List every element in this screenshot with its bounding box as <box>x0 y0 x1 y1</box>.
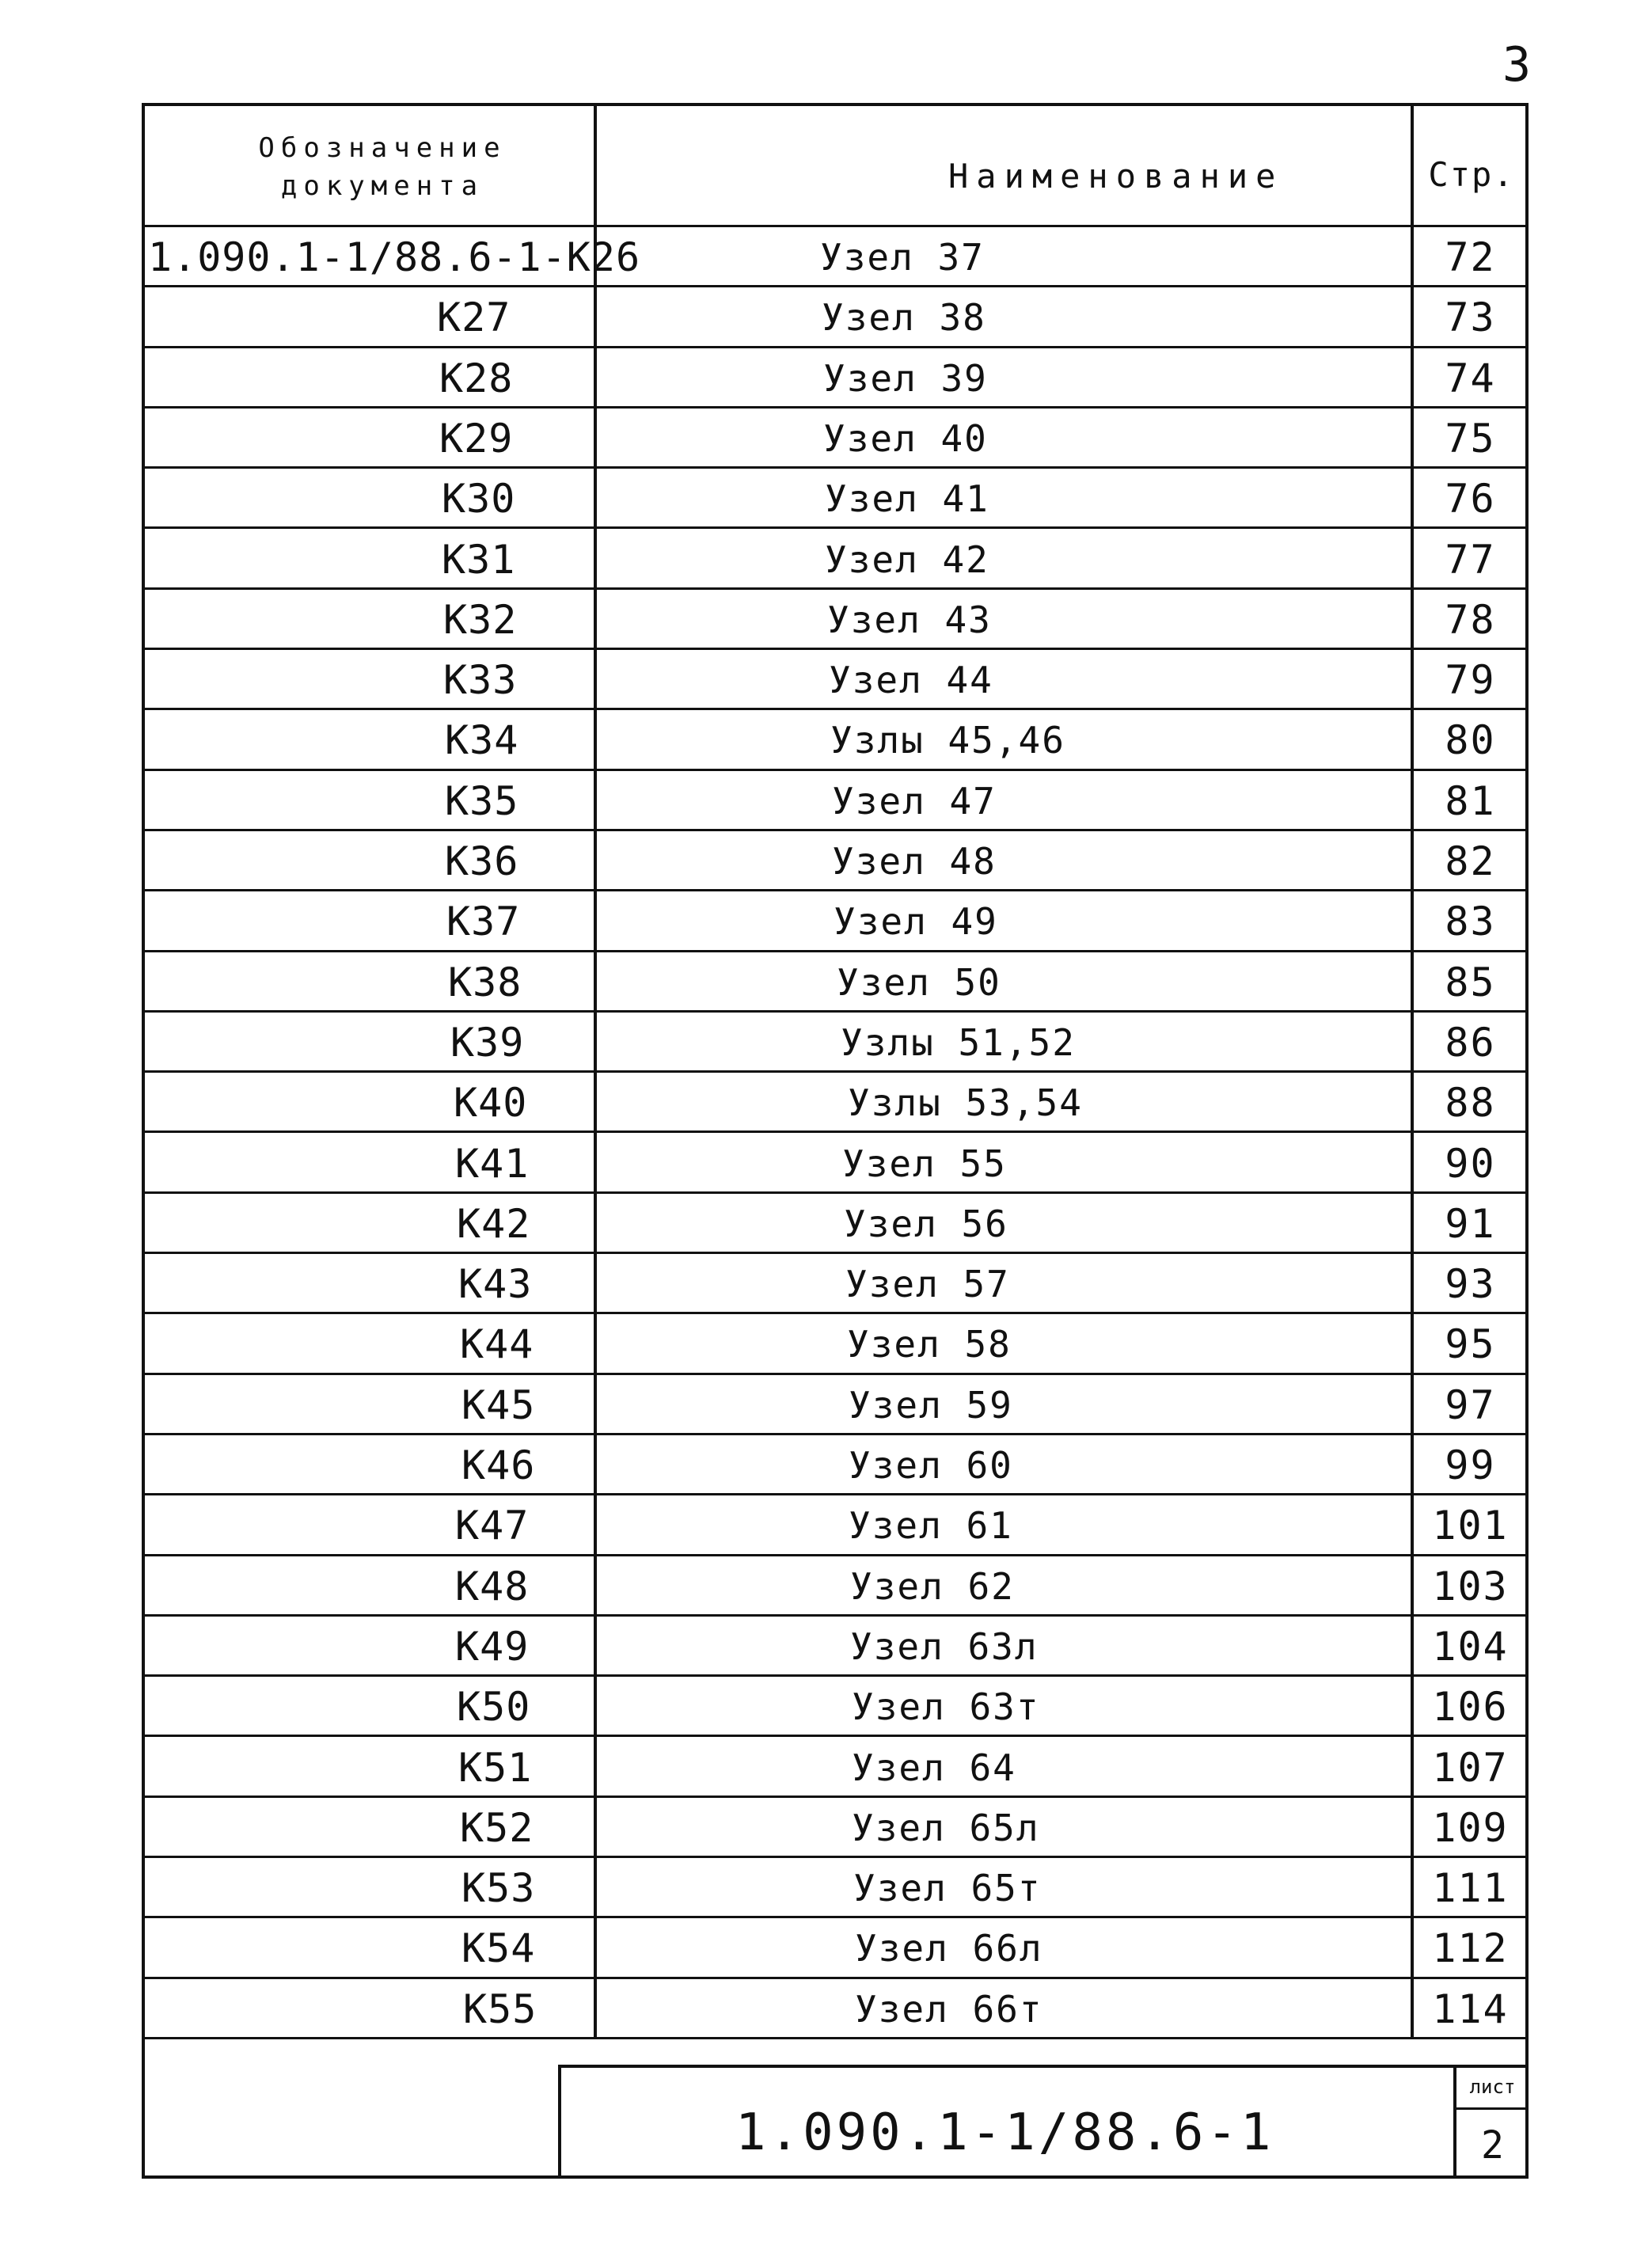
row-page: 80 <box>1445 717 1496 764</box>
header-name: Наименование <box>948 157 1284 196</box>
row-code: К47 <box>455 1503 530 1549</box>
title-block-sheet-label: лист <box>1469 2076 1516 2098</box>
row-name: Узел 44 <box>829 659 993 702</box>
row-name: Узел 66т <box>855 1987 1043 2031</box>
row-page: 111 <box>1432 1865 1509 1912</box>
row-code: К36 <box>445 838 519 884</box>
table-row <box>145 830 1529 891</box>
row-page: 75 <box>1445 415 1496 462</box>
row-code: К34 <box>445 717 519 764</box>
row-page: 103 <box>1432 1563 1509 1609</box>
table-row <box>145 1313 1529 1374</box>
row-code: К38 <box>448 959 522 1005</box>
title-block-sheet-divider <box>1456 2107 1529 2110</box>
row-code: К43 <box>458 1261 533 1308</box>
table-row <box>145 1193 1529 1253</box>
row-name: Узел 63л <box>850 1624 1039 1668</box>
table-row <box>145 649 1529 709</box>
row-name: Узлы 51,52 <box>841 1020 1076 1064</box>
row-code: К31 <box>442 536 516 583</box>
row-page: 77 <box>1445 536 1496 583</box>
row-name: Узел 41 <box>825 477 989 521</box>
row-page: 95 <box>1445 1321 1496 1368</box>
row-name: Узел 64 <box>852 1746 1016 1789</box>
header-code-line2: документа <box>280 170 484 202</box>
row-page: 106 <box>1432 1684 1509 1731</box>
table-row <box>145 287 1529 347</box>
row-page: 93 <box>1445 1261 1496 1308</box>
table-row <box>145 1434 1529 1495</box>
row-name: Узел 66л <box>855 1927 1043 1970</box>
row-page: 112 <box>1432 1925 1509 1972</box>
row-page: 85 <box>1445 959 1496 1005</box>
row-name: Узел 47 <box>832 779 997 823</box>
row-name: Узел 58 <box>847 1323 1012 1366</box>
table-row <box>145 1978 1529 2039</box>
row-name: Узел 62 <box>850 1564 1015 1608</box>
row-name: Узел 57 <box>845 1263 1010 1306</box>
row-page: 73 <box>1445 294 1496 341</box>
row-code: К53 <box>461 1865 536 1912</box>
row-code: 1.090.1-1/88.6-1-К26 <box>148 234 641 280</box>
row-name: Узел 40 <box>823 416 988 460</box>
table-row <box>145 1253 1529 1313</box>
title-block-sheet-box <box>1453 2068 1529 2179</box>
row-code: К35 <box>445 777 519 824</box>
table-row <box>145 1737 1529 1797</box>
row-name: Узлы 53,54 <box>848 1081 1083 1125</box>
table-row <box>145 952 1529 1012</box>
row-divider <box>145 2037 1529 2039</box>
row-code: К48 <box>455 1563 530 1609</box>
row-code: К30 <box>442 476 516 522</box>
table-row <box>145 1556 1529 1616</box>
row-code: К37 <box>446 899 521 945</box>
row-page: 79 <box>1445 657 1496 704</box>
row-code: К50 <box>457 1684 531 1731</box>
row-name: Узел 60 <box>849 1444 1013 1487</box>
table-row <box>145 589 1529 649</box>
row-name: Узел 55 <box>842 1142 1007 1185</box>
title-block <box>558 2065 1529 2179</box>
row-name: Узел 65т <box>853 1867 1042 1910</box>
header-code-line1: Обозначение <box>258 132 507 164</box>
header-page: Стр. <box>1428 155 1515 194</box>
row-page: 88 <box>1445 1080 1496 1127</box>
row-page: 72 <box>1445 234 1496 280</box>
row-page: 83 <box>1445 899 1496 945</box>
row-page: 76 <box>1445 476 1496 522</box>
row-name: Узел 50 <box>837 960 1001 1004</box>
row-page: 114 <box>1432 1986 1509 2032</box>
row-name: Узел 43 <box>827 598 992 641</box>
row-name: Узел 59 <box>849 1383 1013 1427</box>
row-code: К52 <box>460 1804 534 1851</box>
table-row <box>145 1676 1529 1736</box>
row-page: 104 <box>1432 1623 1509 1670</box>
table-row <box>145 529 1529 589</box>
row-name: Узел 61 <box>849 1504 1013 1548</box>
table-row <box>145 1616 1529 1676</box>
row-page: 91 <box>1445 1200 1496 1247</box>
row-page: 78 <box>1445 596 1496 643</box>
table-row <box>145 1133 1529 1193</box>
row-code: К45 <box>461 1381 536 1428</box>
title-block-sheet-value: 2 <box>1481 2123 1504 2168</box>
row-page: 97 <box>1445 1381 1496 1428</box>
sheet-number: 3 <box>1502 37 1532 93</box>
row-name: Узел 37 <box>820 236 985 279</box>
table-row <box>145 408 1529 468</box>
table-row <box>145 348 1529 408</box>
row-code: К55 <box>463 1986 537 2032</box>
row-code: К42 <box>457 1200 531 1247</box>
table-row <box>145 1857 1529 1917</box>
row-code: К33 <box>443 657 518 704</box>
title-block-document-code: 1.090.1-1/88.6-1 <box>735 2103 1274 2162</box>
row-page: 74 <box>1445 355 1496 401</box>
row-code: К44 <box>460 1321 534 1368</box>
row-name: Узел 56 <box>844 1202 1008 1245</box>
table-row <box>145 1072 1529 1132</box>
row-page: 82 <box>1445 838 1496 884</box>
row-page: 90 <box>1445 1140 1496 1187</box>
table-row <box>145 770 1529 830</box>
row-page: 86 <box>1445 1019 1496 1066</box>
table-row <box>145 1917 1529 1978</box>
row-code: К39 <box>450 1019 525 1066</box>
contents-table <box>142 103 1529 2179</box>
table-row <box>145 468 1529 528</box>
table-row <box>145 891 1529 951</box>
row-name: Узел 42 <box>825 538 989 581</box>
row-code: К27 <box>437 294 511 341</box>
row-name: Узлы 45,46 <box>830 719 1065 762</box>
row-code: К54 <box>461 1925 536 1972</box>
row-name: Узел 65л <box>852 1806 1040 1849</box>
row-name: Узел 49 <box>834 900 998 944</box>
row-page: 101 <box>1432 1503 1509 1549</box>
row-code: К51 <box>458 1744 533 1791</box>
row-code: К46 <box>461 1442 536 1488</box>
row-name: Узел 39 <box>823 356 988 400</box>
row-name: Узел 38 <box>822 296 986 340</box>
row-code: К49 <box>455 1623 530 1670</box>
row-page: 81 <box>1445 777 1496 824</box>
row-code: К32 <box>443 596 518 643</box>
row-page: 107 <box>1432 1744 1509 1791</box>
row-page: 109 <box>1432 1804 1509 1851</box>
row-code: К41 <box>455 1140 530 1187</box>
row-code: К28 <box>439 355 514 401</box>
table-row <box>145 226 1529 287</box>
table-row <box>145 709 1529 770</box>
row-code: К29 <box>439 415 514 462</box>
table-row <box>145 1797 1529 1857</box>
table-row <box>145 1012 1529 1072</box>
table-row <box>145 1495 1529 1555</box>
row-code: К40 <box>454 1080 528 1127</box>
row-page: 99 <box>1445 1442 1496 1488</box>
row-name: Узел 63т <box>852 1685 1040 1729</box>
row-name: Узел 48 <box>832 840 997 883</box>
table-row <box>145 1374 1529 1434</box>
